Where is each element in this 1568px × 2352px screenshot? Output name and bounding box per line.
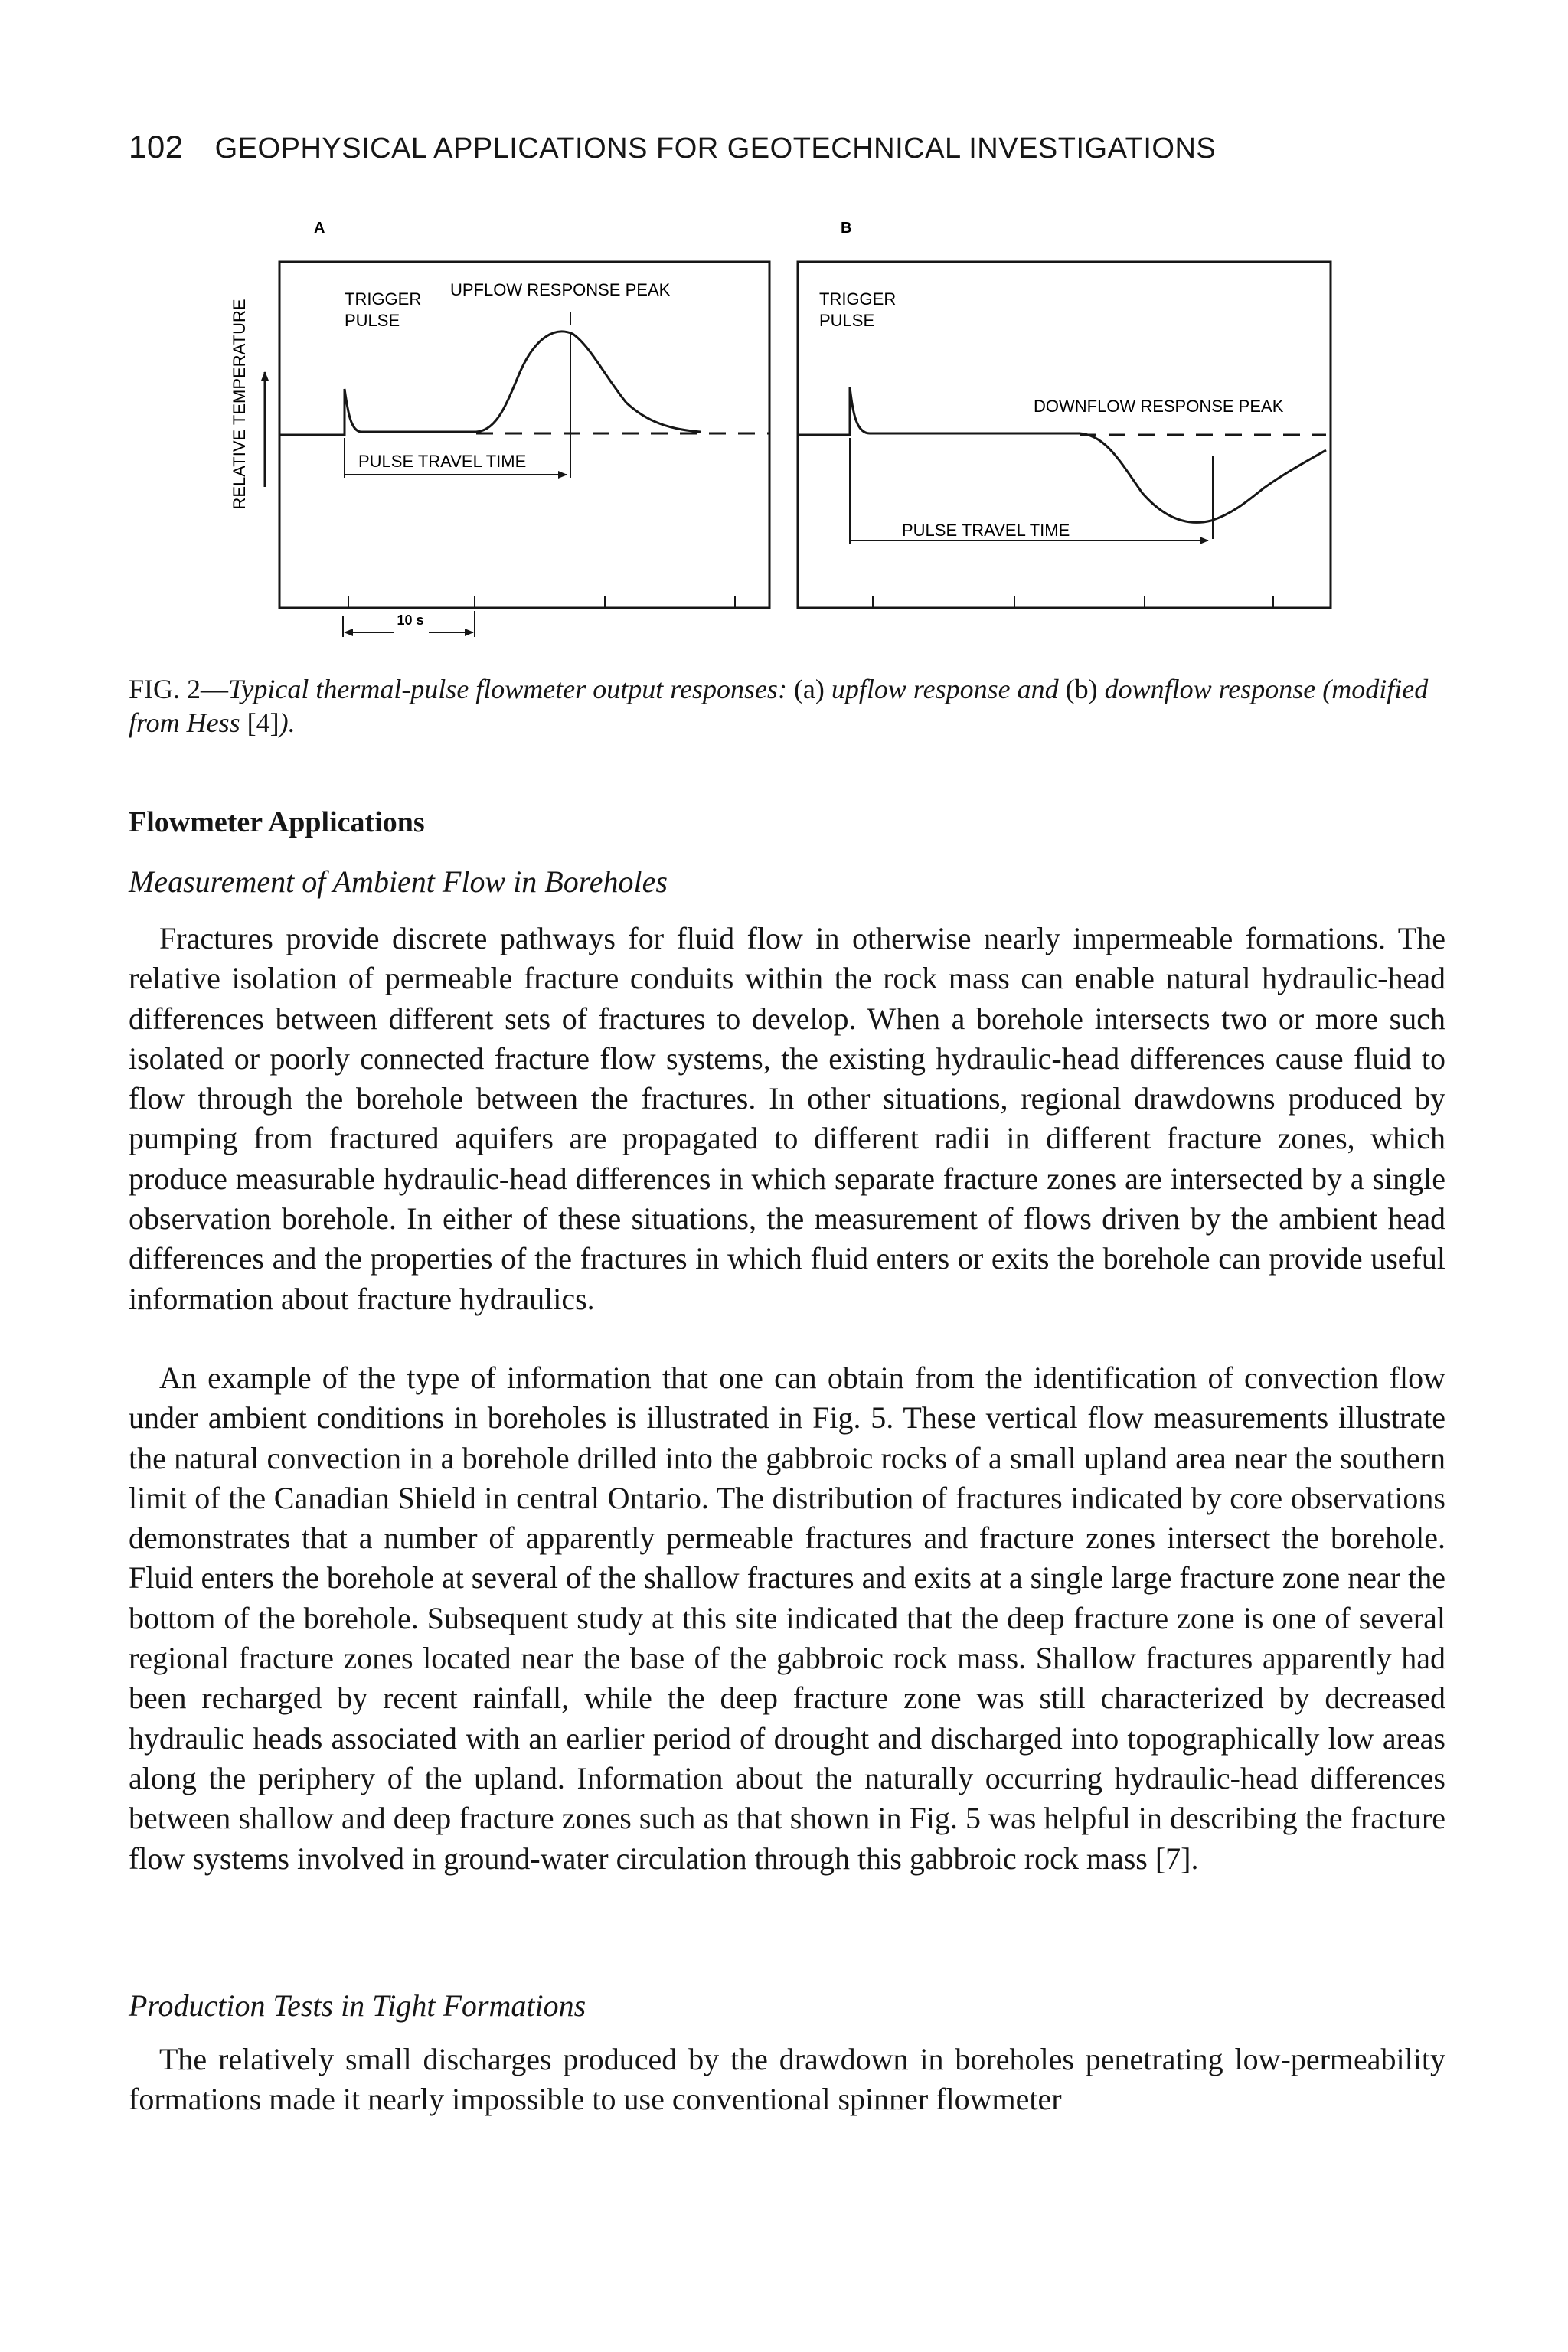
caption-text: Typical thermal-pulse flowmeter output responses:: [228, 674, 794, 704]
panel-b-trigger-label-2: PULSE: [819, 311, 875, 330]
figure-caption: [129, 672, 1446, 740]
caption-end: ).: [279, 707, 296, 738]
caption-a-text: upflow response and: [824, 674, 1066, 704]
y-axis-label: RELATIVE TEMPERATURE: [230, 299, 249, 510]
panel-a-travel-label: PULSE TRAVEL TIME: [358, 452, 527, 471]
panel-b-peak-label: DOWNFLOW RESPONSE PEAK: [1034, 397, 1284, 416]
caption-label: FIG. 2—: [129, 674, 229, 704]
caption-b-text: downflow response (modified from Hess: [129, 674, 1429, 738]
panel-a-trigger-label-2: PULSE: [345, 311, 400, 330]
panel-a-label: A: [314, 220, 325, 237]
running-header: [129, 129, 1446, 165]
section-title: Flowmeter Applications: [129, 806, 425, 838]
caption-a-marker: (a): [793, 674, 825, 704]
paragraph-fractures: Fractures provide discrete pathways for fluid flow in otherwise nearly impermeable formations. The relative isolation of permeable fracture conduits within the rock mass can enable natural hydraulic-head differences between different sets of fractures to develop. When a borehole intersects two or more such isolated or poorly connected fracture flow systems, the existing hydraulic-head differences cause fluid to flow through the borehole between the fractures. In other situations, regional drawdowns produced by pumping from fractured aquifers are propagated to different radii in different fracture zones, which produce measurable hydraulic-head differences in which separate fracture zones are intersected by a single observation borehole. In either of these situations, the measurement of flows driven by the ambient head differences and the properties of the fractures in which fluid enters or exits the borehole can provide useful information about fracture hydraulics.: [129, 921, 1446, 1316]
caption-reference: [4]: [247, 707, 279, 738]
flowmeter-response-figure: [207, 211, 1340, 640]
paragraph-production-tests: The relatively small discharges produced by the drawdown in boreholes penetrating low-permeability formations made it nearly impossible to use conventional spinner flowmeter: [129, 2042, 1446, 2117]
panel-a-peak-label: UPFLOW RESPONSE PEAK: [450, 280, 671, 299]
running-title: GEOPHYSICAL APPLICATIONS FOR GEOTECHNICAL INVESTIGATIONS: [214, 132, 1217, 165]
subsection-production-tests-title: Production Tests in Tight Formations: [129, 1988, 586, 2023]
panel-b-frame: [798, 262, 1331, 608]
paragraph-convection-example: An example of the type of information that one can obtain from the identification of convection flow under ambient conditions in boreholes is illustrated in Fig. 5. These vertical flow measurements illustrate the natural convection in a borehole drilled into the gabbroic rocks of a small upland area near the southern limit of the Canadian Shield in central Ontario. The distribution of fractures indicated by core observations demonstrates that a number of apparently permeable fractures and fracture zones intersect the borehole. Fluid enters the borehole at several of the shallow fractures and exits at a single large fracture zone near the bottom of the borehole. Subsequent study at this site indicated that the deep fracture zone is one of several regional fracture zones located near the base of the gabbroic rock mass. Shallow fractures apparently had been recharged by recent rainfall, while the deep fracture zone was still characterized by decreased hydraulic heads associated with an earlier period of drought and discharged into topographically low areas along the periphery of the upland. Information about the naturally occurring hydraulic-head differences between shallow and deep fracture zones such as that shown in Fig. 5 was helpful in describing the fracture flow systems involved in ground-water circulation through this gabbroic rock mass [7].: [129, 1361, 1446, 1876]
scale-bar-label: 10 s: [397, 612, 424, 628]
panel-b-label: B: [841, 220, 852, 237]
panel-b-trigger-label: TRIGGER: [819, 289, 897, 309]
caption-b-marker: (b): [1065, 674, 1098, 704]
page-number: 102: [129, 129, 184, 165]
panel-b-travel-label: PULSE TRAVEL TIME: [902, 521, 1070, 540]
panel-a-trigger-label: TRIGGER: [345, 289, 422, 309]
subsection-ambient-flow-title: Measurement of Ambient Flow in Boreholes: [129, 864, 668, 899]
panel-a-response-curve: [279, 332, 701, 435]
